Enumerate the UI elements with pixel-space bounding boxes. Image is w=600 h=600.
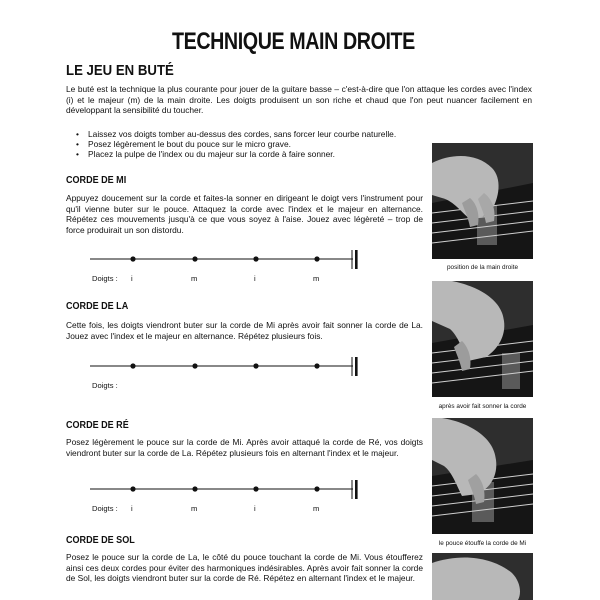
- fingers-label: Doigts :: [92, 504, 118, 513]
- tip-item: • Placez la pulpe de l'index ou du majeur sur la corde à faire sonner.: [70, 149, 396, 159]
- finger-mark: i: [131, 274, 133, 283]
- tips-list: [70, 129, 396, 160]
- exercise-staff-mi: [66, 250, 366, 290]
- paragraph-corde-de-sol: Posez le pouce sur la corde de La, le côté du pouce touchant la corde de Mi. Vous étoufferez ainsi ces deux cordes pour éviter des harmoniques indésirables. Après avoir fait sonner la corde de Sol, les doigts viendront buter sur la corde de Ré. Répétez en alternant l'index et le majeur.: [66, 552, 423, 584]
- paragraph-corde-de-la: Cette fois, les doigts viendront buter sur la corde de Mi après avoir fait sonner la corde de La. Jouez avec l'index et le majeur en alternance. Répétez plusieurs fois.: [66, 320, 423, 341]
- hand-on-bass-illustration: [432, 553, 533, 600]
- fingers-label: Doigts :: [92, 274, 118, 283]
- finger-mark: m: [191, 274, 198, 283]
- hand-on-bass-illustration: [432, 143, 533, 259]
- finger-mark: i: [254, 504, 256, 513]
- finger-mark: m: [191, 504, 198, 513]
- caption-photo-3: le pouce étouffe la corde de Mi: [438, 540, 527, 547]
- finger-mark: m: [313, 274, 320, 283]
- page-title: TECHNIQUE MAIN DROITE: [172, 28, 415, 55]
- photo-thumb-mute: [432, 418, 533, 534]
- caption-photo-1: position de la main droite: [446, 264, 519, 271]
- fingers-label: Doigts :: [92, 381, 118, 390]
- intro-paragraph: Le buté est la technique la plus courante pour jouer de la guitare basse – c'est-à-dire que l'on attaque les cordes avec l'index (i) et le majeur (m) de la main droite. Les doigts produisent un son riche et chaud que l'on peut nuancer facilement en développant la sensibilité du toucher.: [66, 84, 532, 116]
- photo-after-string: [432, 281, 533, 397]
- hand-on-bass-illustration: [432, 281, 533, 397]
- paragraph-corde-de-re: Posez légèrement le pouce sur la corde de Mi. Après avoir attaqué la corde de Ré, vos doigts viendront buter sur la corde de La. Répétez plusieurs fois en alternant l'index et le majeur.: [66, 437, 423, 458]
- subheading-corde-de-mi: CORDE DE MI: [66, 174, 127, 186]
- exercise-staff-la: [66, 357, 366, 397]
- subheading-corde-de-la: CORDE DE LA: [66, 300, 129, 312]
- subheading-corde-de-sol: CORDE DE SOL: [66, 534, 135, 546]
- staff-line-graphic: [66, 357, 366, 397]
- paragraph-corde-de-mi: Appuyez doucement sur la corde et faites-la sonner en dirigeant le doigt vers l'instrument pour qu'il vienne buter sur le pouce. Attaquez la corde avec l'index et le majeur en alternance. Répétez ces mouvements jusqu'à ce que vous soyez à l'aise. Jouez avec légèreté – trop de force produirait un son distordu.: [66, 193, 423, 235]
- staff-line-graphic: [66, 480, 366, 520]
- finger-mark: i: [131, 504, 133, 513]
- hand-on-bass-illustration: [432, 418, 533, 534]
- staff-line-graphic: [66, 250, 366, 290]
- photo-right-hand-position: [432, 143, 533, 259]
- finger-mark: i: [254, 274, 256, 283]
- section-heading: LE JEU EN BUTÉ: [66, 62, 174, 79]
- tip-item: • Laissez vos doigts tomber au-dessus des cordes, sans forcer leur courbe naturelle.: [70, 129, 396, 139]
- photo-sol-string: [432, 553, 533, 600]
- exercise-staff-re: [66, 480, 366, 520]
- finger-mark: m: [313, 504, 320, 513]
- tip-item: • Posez légèrement le bout du pouce sur le micro grave.: [70, 139, 396, 149]
- caption-photo-2: après avoir fait sonner la corde: [438, 403, 527, 410]
- subheading-corde-de-re: CORDE DE RÉ: [66, 419, 129, 431]
